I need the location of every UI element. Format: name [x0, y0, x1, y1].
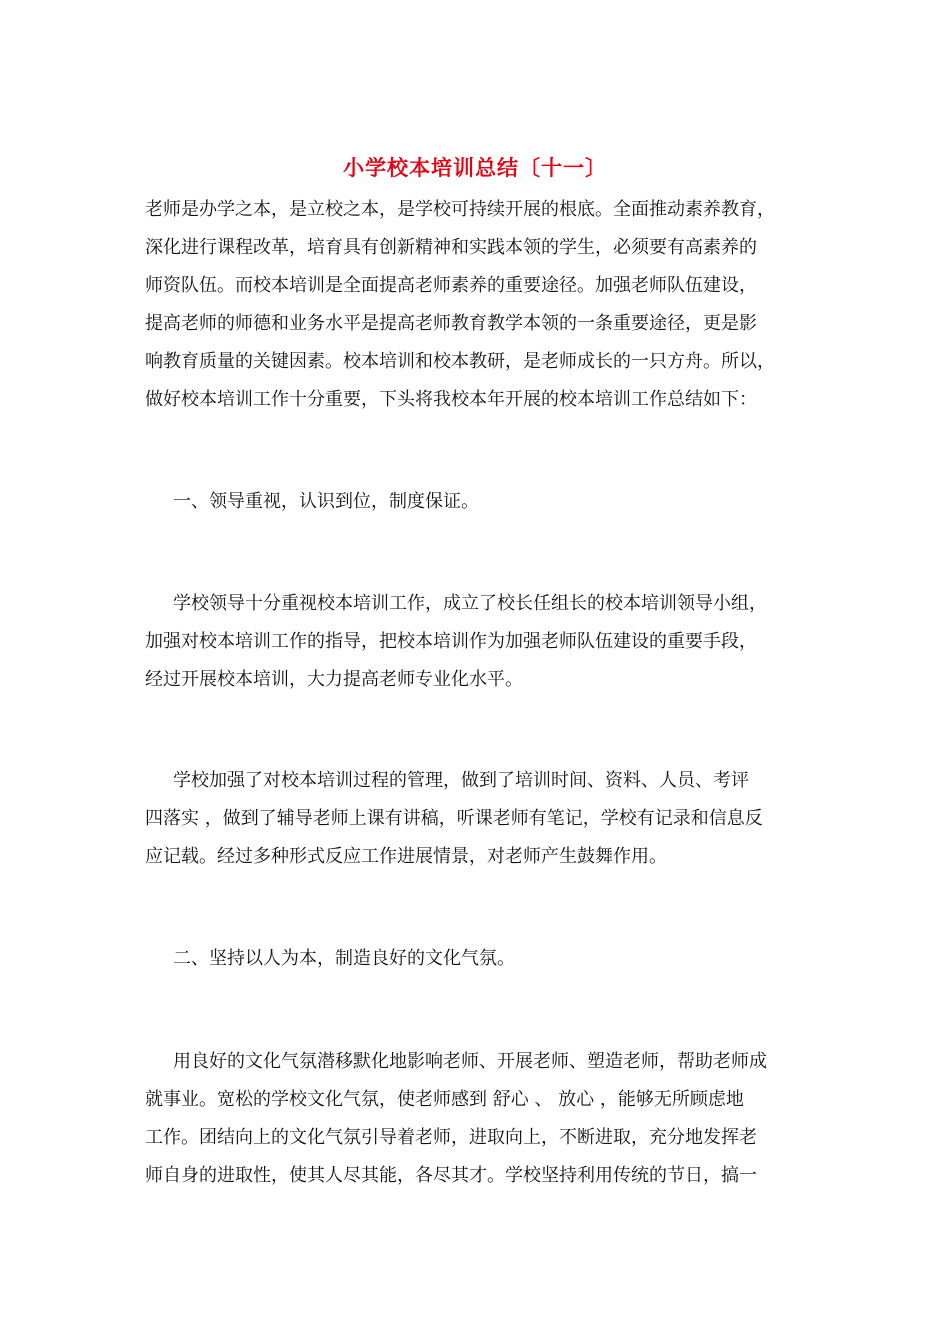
text-line: 经过开展校本培训，大力提高老师专业化水平。 — [145, 669, 523, 690]
text-line: 就事业。宽松的学校文化气氛，使老师感到 舒心 、 放心 ，能够无所顾虑地 — [145, 1089, 744, 1110]
text-line: 用良好的文化气氛潜移默化地影响老师、开展老师、塑造老师，帮助老师成 — [173, 1051, 767, 1072]
heading-text: 二、坚持以人为本，制造良好的文化气氛。 — [173, 948, 515, 969]
document-title: 小学校本培训总结〔十一〕 — [343, 155, 607, 180]
text-line: 老师是办学之本，是立校之本，是学校可持续开展的根底。全面推动素养教育， — [145, 199, 775, 220]
text-line: 工作。团结向上的文化气氛引导着老师，进取向上，不断进取，充分地发挥老 — [145, 1127, 757, 1148]
paragraph-culture — [145, 1043, 815, 1195]
text-line: 师资队伍。而校本培训是全面提高老师素养的重要途径。加强老师队伍建设， — [145, 275, 757, 296]
text-line: 学校领导十分重视校本培训工作，成立了校长任组长的校本培训领导小组， — [173, 593, 767, 614]
heading-text: 一、领导重视，认识到位，制度保证。 — [173, 491, 479, 512]
paragraph-leadership — [145, 585, 815, 699]
text-line: 加强对校本培训工作的指导，把校本培训作为加强老师队伍建设的重要手段， — [145, 631, 757, 652]
text-line: 深化进行课程改革，培育具有创新精神和实践本领的学生，必须要有高素养的 — [145, 237, 757, 258]
text-line: 师自身的进取性，使其人尽其能，各尽其才。学校坚持利用传统的节日，搞一 — [145, 1165, 757, 1186]
text-line: 学校加强了对校本培训过程的管理，做到了培训时间、资料、人员、考评 — [173, 770, 749, 791]
paragraph-intro — [145, 191, 815, 419]
text-line: 响教育质量的关键因素。校本培训和校本教研，是老师成长的一只方舟。所以， — [145, 351, 775, 372]
paragraph-management — [145, 762, 815, 876]
section-heading-2 — [145, 940, 815, 978]
text-line: 提高老师的师德和业务水平是提高老师教育教学本领的一条重要途径，更是影 — [145, 313, 757, 334]
text-line: 做好校本培训工作十分重要，下头将我校本年开展的校本培训工作总结如下： — [145, 389, 757, 410]
text-line: 四落实 ，做到了辅导老师上课有讲稿，听课老师有笔记，学校有记录和信息反 — [145, 808, 763, 829]
section-heading-1 — [145, 483, 815, 521]
text-line: 应记载。经过多种形式反应工作进展情景，对老师产生鼓舞作用。 — [145, 846, 667, 867]
